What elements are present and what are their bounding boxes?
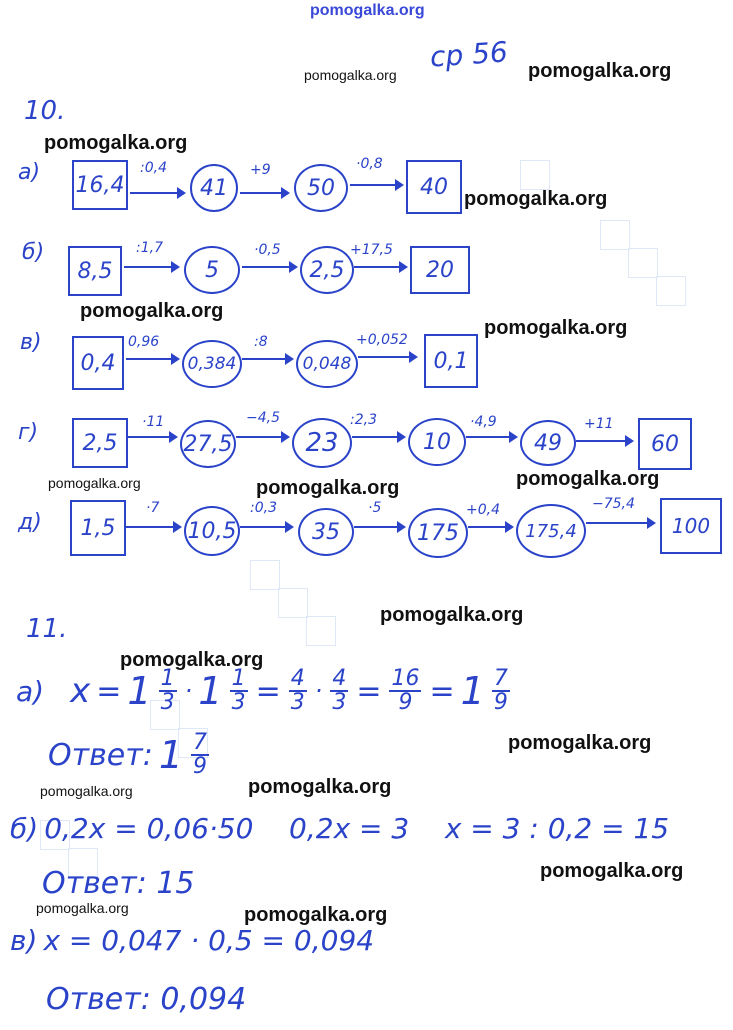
row-d-label: д) (18, 510, 42, 535)
task-11b-line (10, 812, 669, 845)
watermark: pomogalka.org (248, 776, 392, 798)
watermark: pomogalka.org (244, 904, 388, 926)
grid-square (628, 248, 658, 278)
arrow (576, 440, 632, 442)
task-10-number: 10. (24, 96, 66, 126)
task-11v-equation: x = 0,047 · 0,5 = 0,094 (43, 924, 375, 957)
page-reference: ср 56 (428, 35, 509, 74)
operation-label: :1,7 (136, 240, 163, 256)
operation-label: +9 (250, 162, 271, 178)
mixed-number: 1 $\frac{1}{3}$ (198, 666, 246, 715)
equals-sign: = (96, 673, 122, 709)
mixed-number: 1 $\frac{7}{9}$ (460, 666, 508, 715)
watermark: pomogalka.org (256, 477, 400, 499)
value-circle: 5 (184, 246, 240, 294)
operation-label: ·11 (142, 414, 165, 430)
arrow (242, 358, 292, 360)
watermark: pomogalka.org (40, 783, 133, 799)
value-circle: 10,5 (184, 506, 240, 556)
grid-square (520, 160, 550, 190)
operation-label: :0,3 (250, 500, 277, 516)
arrow (586, 522, 654, 524)
row-b-label: б) (22, 240, 45, 265)
watermark: pomogalka.org (380, 604, 524, 626)
result-box: 40 (406, 160, 462, 214)
watermark-header: pomogalka.org (310, 2, 425, 19)
start-box: 2,5 (72, 418, 128, 468)
watermark: pomogalka.org (120, 649, 264, 671)
arrow (350, 184, 402, 186)
arrow (128, 436, 176, 438)
value-circle: 0,384 (182, 340, 242, 388)
value-circle: 49 (520, 420, 576, 466)
arrow (240, 192, 288, 194)
equals-sign: = (255, 673, 281, 709)
answer-label: Ответ: (48, 737, 153, 773)
result-box: 60 (638, 418, 692, 470)
task-11b-answer: Ответ: 15 (42, 866, 195, 901)
operation-label: :2,3 (350, 412, 377, 428)
value-circle: 2,5 (300, 246, 354, 294)
result-box: 0,1 (424, 334, 478, 388)
arrow (126, 358, 178, 360)
arrow (358, 356, 416, 358)
arrow (466, 436, 516, 438)
value-circle: 0,048 (296, 340, 358, 388)
operation-label: +0,052 (356, 332, 408, 348)
task-11v-label: в) (10, 924, 38, 957)
task-11b-equation: 0,2x = 0,06·50 0,2x = 3 x = 3 : 0,2 = 15 (44, 812, 670, 845)
watermark: pomogalka.org (540, 860, 684, 882)
row-g-label: г) (18, 420, 39, 445)
equals-sign: = (429, 673, 455, 709)
operation-label: −75,4 (592, 496, 635, 512)
arrow (354, 526, 404, 528)
result-box: 20 (410, 246, 470, 294)
row-v-label: в) (20, 330, 42, 355)
arrow (126, 526, 180, 528)
watermark: pomogalka.org (528, 60, 672, 82)
task-11b-label: б) (10, 812, 39, 845)
task-11a-answer: Ответ: 1 $\frac{7}{9}$ (48, 730, 207, 779)
value-circle: 50 (294, 164, 348, 212)
value-circle: 10 (408, 418, 466, 466)
task-11v-answer: Ответ: 0,094 (46, 982, 247, 1017)
operation-label: :0,4 (140, 160, 167, 176)
fraction: $\frac{4}{3}$ (290, 666, 305, 715)
operation-label: ·0,8 (356, 156, 383, 172)
value-circle: 23 (292, 418, 352, 468)
watermark: pomogalka.org (304, 67, 397, 83)
arrow (354, 266, 406, 268)
start-box: 1,5 (70, 500, 126, 556)
operation-label: +17,5 (350, 242, 393, 258)
grid-square (278, 588, 308, 618)
mixed-number: 1 $\frac{1}{3}$ (127, 666, 175, 715)
arrow (130, 192, 184, 194)
operation-label: 0,96 (128, 334, 160, 350)
arrow (352, 436, 404, 438)
operation-label: ·4,9 (470, 414, 497, 430)
watermark: pomogalka.org (36, 900, 129, 916)
multiply-sign: · (184, 677, 193, 705)
variable-x: x (70, 671, 91, 711)
operation-label: :8 (254, 334, 268, 350)
arrow (468, 526, 512, 528)
watermark: pomogalka.org (508, 732, 652, 754)
watermark: pomogalka.org (44, 132, 188, 154)
task-11a-line (16, 668, 512, 714)
operation-label: ·5 (368, 500, 382, 516)
task-11a-label: а) (16, 674, 45, 708)
arrow (240, 526, 292, 528)
operation-label: +0,4 (466, 502, 500, 518)
watermark: pomogalka.org (48, 475, 141, 491)
watermark: pomogalka.org (516, 468, 660, 490)
value-circle: 41 (190, 164, 238, 212)
operation-label: ·0,5 (254, 242, 281, 258)
start-box: 16,4 (72, 160, 128, 210)
arrow (242, 266, 296, 268)
value-circle: 175 (408, 508, 468, 558)
grid-square (306, 616, 336, 646)
operation-label: ·7 (146, 500, 160, 516)
arrow (124, 266, 178, 268)
start-box: 8,5 (68, 246, 122, 296)
watermark: pomogalka.org (484, 317, 628, 339)
task-11v-line (10, 924, 374, 957)
watermark: pomogalka.org (80, 300, 224, 322)
value-circle: 27,5 (180, 420, 236, 468)
value-circle: 35 (298, 508, 354, 556)
watermark: pomogalka.org (464, 188, 608, 210)
row-a-label: а) (18, 160, 41, 185)
grid-square (600, 220, 630, 250)
fraction: $\frac{16}{9}$ (391, 666, 420, 715)
task-11-number: 11. (26, 614, 68, 644)
value-circle: 175,4 (516, 504, 586, 558)
start-box: 0,4 (72, 336, 124, 390)
equals-sign: = (356, 673, 382, 709)
multiply-sign: · (314, 677, 323, 705)
operation-label: −4,5 (246, 410, 280, 426)
grid-square (656, 276, 686, 306)
result-box: 100 (660, 498, 722, 554)
fraction: $\frac{4}{3}$ (332, 666, 347, 715)
arrow (236, 436, 288, 438)
operation-label: +11 (584, 416, 614, 432)
grid-square (250, 560, 280, 590)
